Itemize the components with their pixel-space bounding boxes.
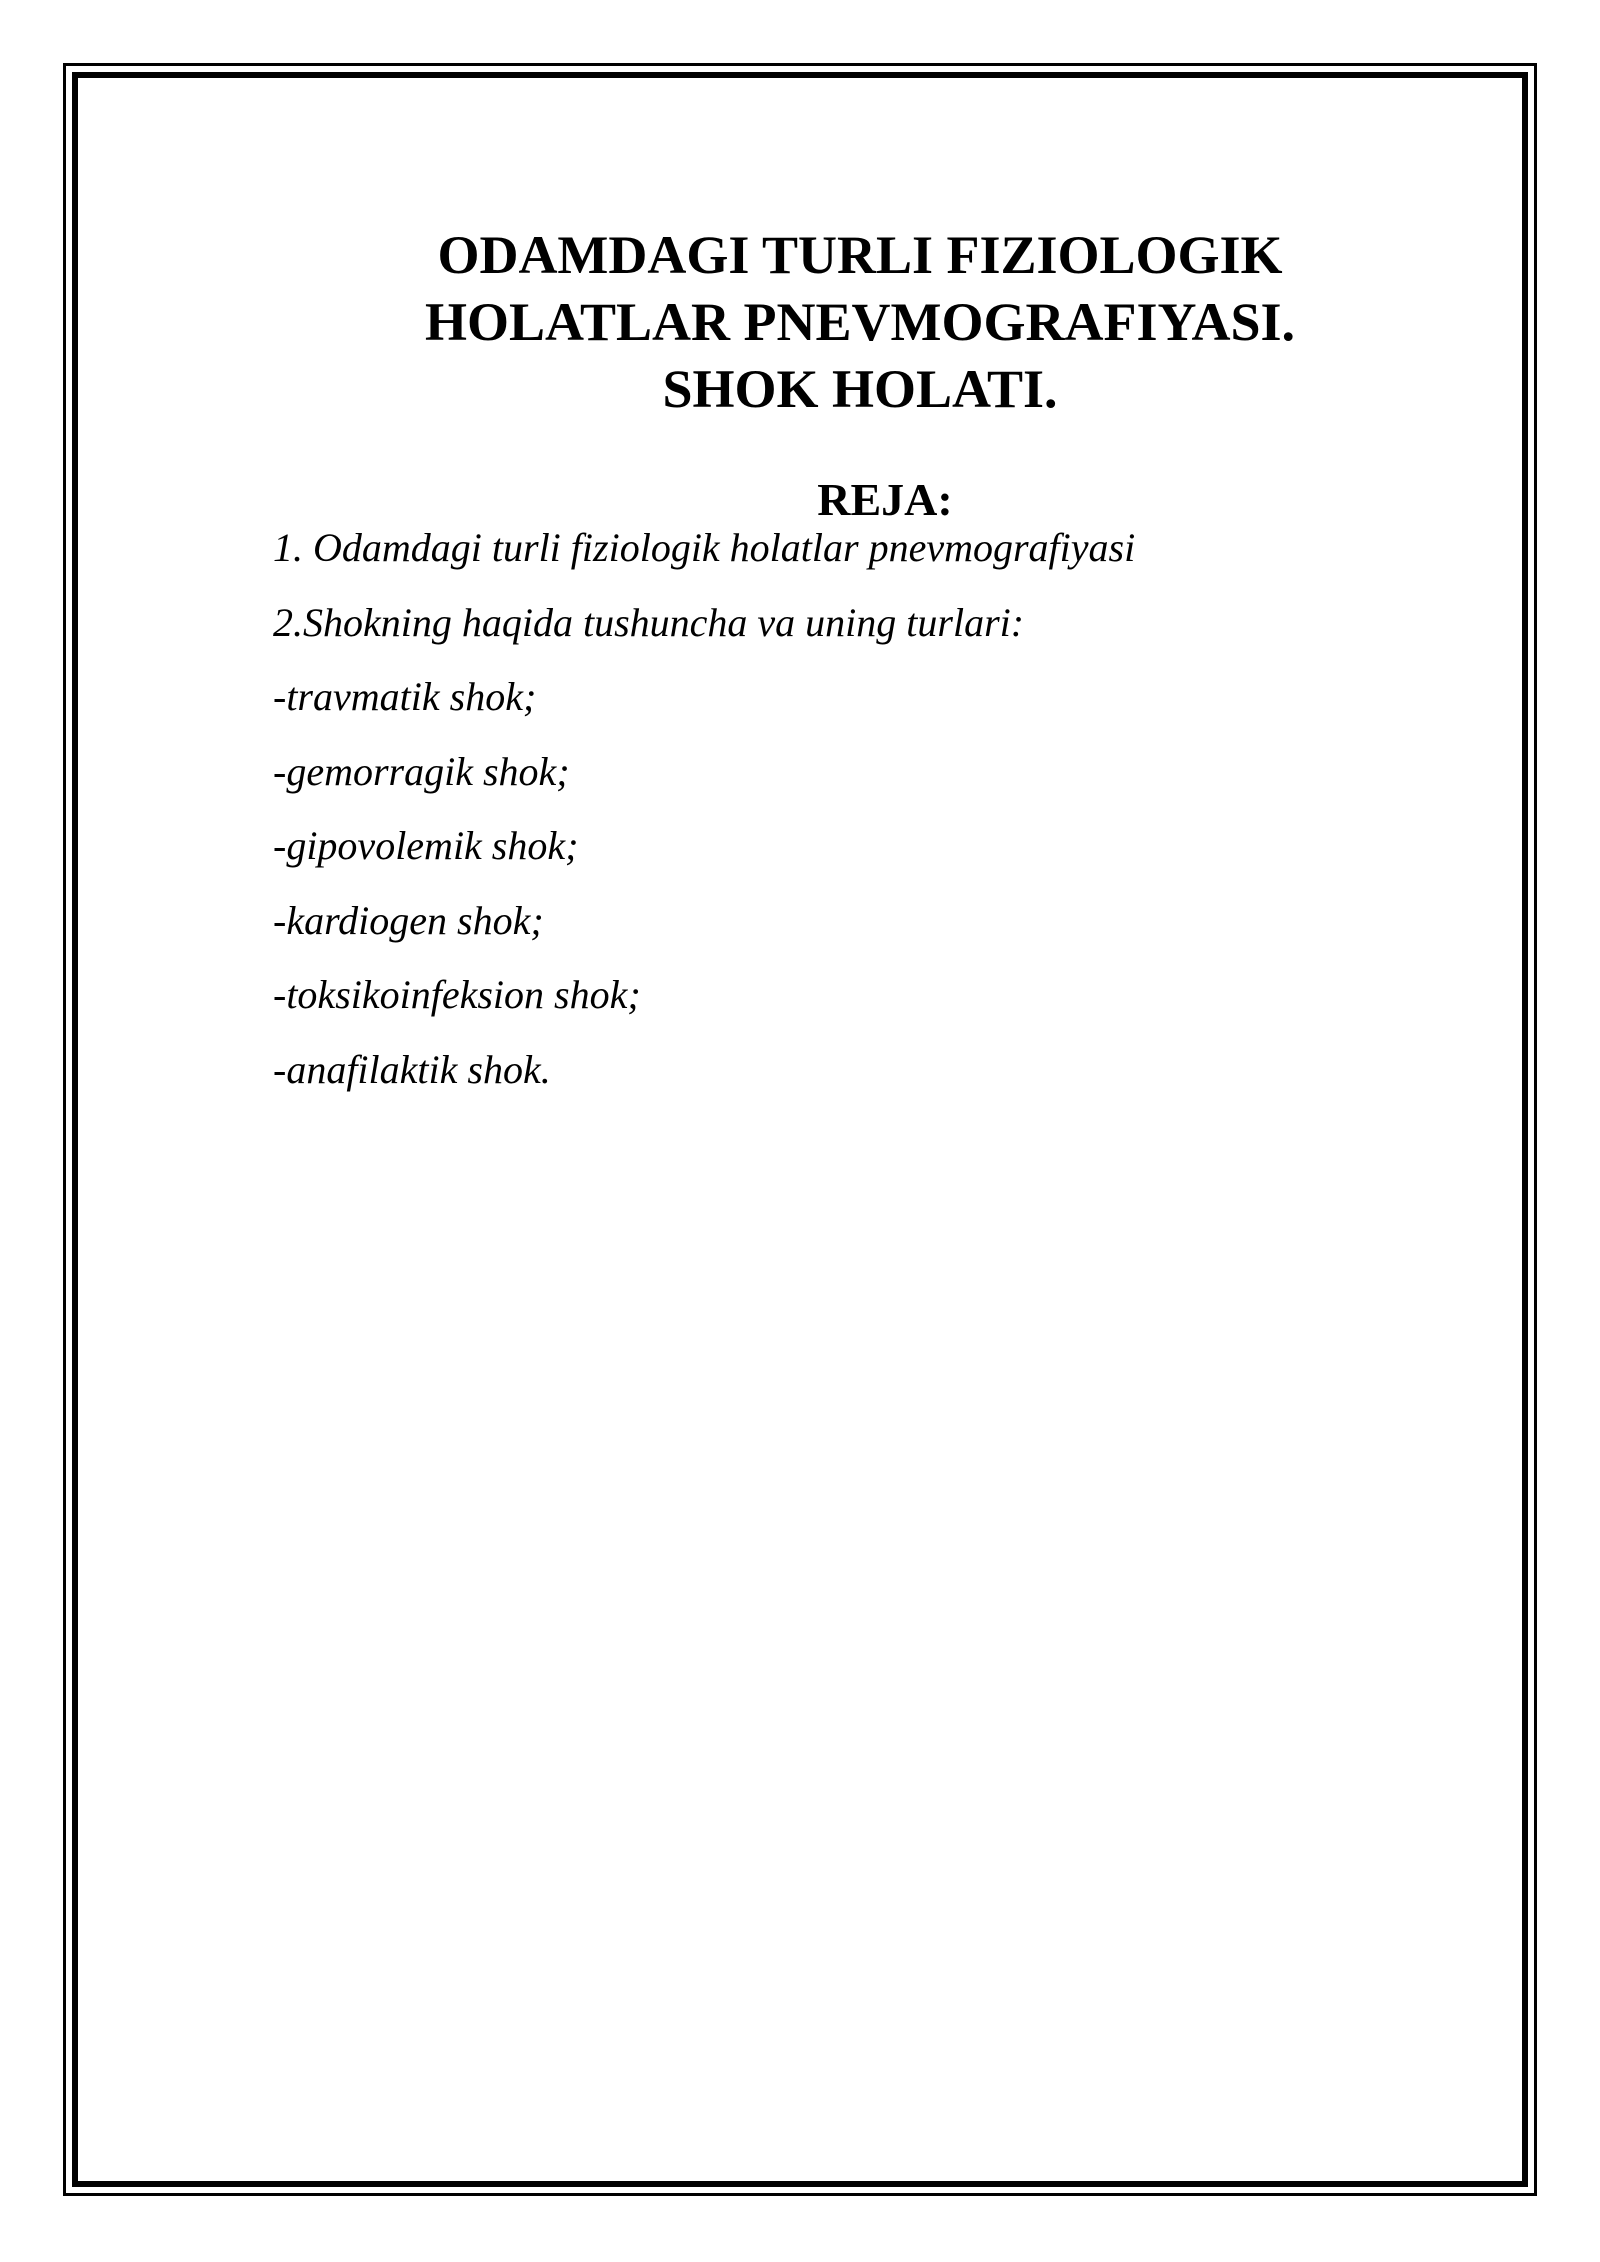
plan-list [273, 523, 1423, 1119]
document-title [290, 222, 1430, 423]
plan-item: -anafilaktik shok. [273, 1046, 551, 1092]
plan-item: -kardiogen shok; [273, 897, 544, 943]
plan-item: -travmatik shok; [273, 674, 537, 719]
title-line-3: SHOK HOLATI. [662, 359, 1058, 419]
plan-item: -gipovolemik shok; [273, 823, 579, 868]
title-line-2: HOLATLAR PNEVMOGRAFIYASI. [424, 292, 1296, 352]
title-line-1: ODAMDAGI TURLI FIZIOLOGIK [437, 225, 1283, 285]
plan-item: -gemorragik shok; [273, 748, 570, 794]
plan-item: 1. Odamdagi turli fiziologik holatlar pnevmografiyasi [273, 525, 1136, 570]
plan-heading: REJA: [817, 474, 953, 525]
plan-item: 2.Shokning haqida tushuncha va uning turlari: [273, 599, 1025, 645]
plan-item: -toksikoinfeksion shok; [273, 972, 641, 1017]
